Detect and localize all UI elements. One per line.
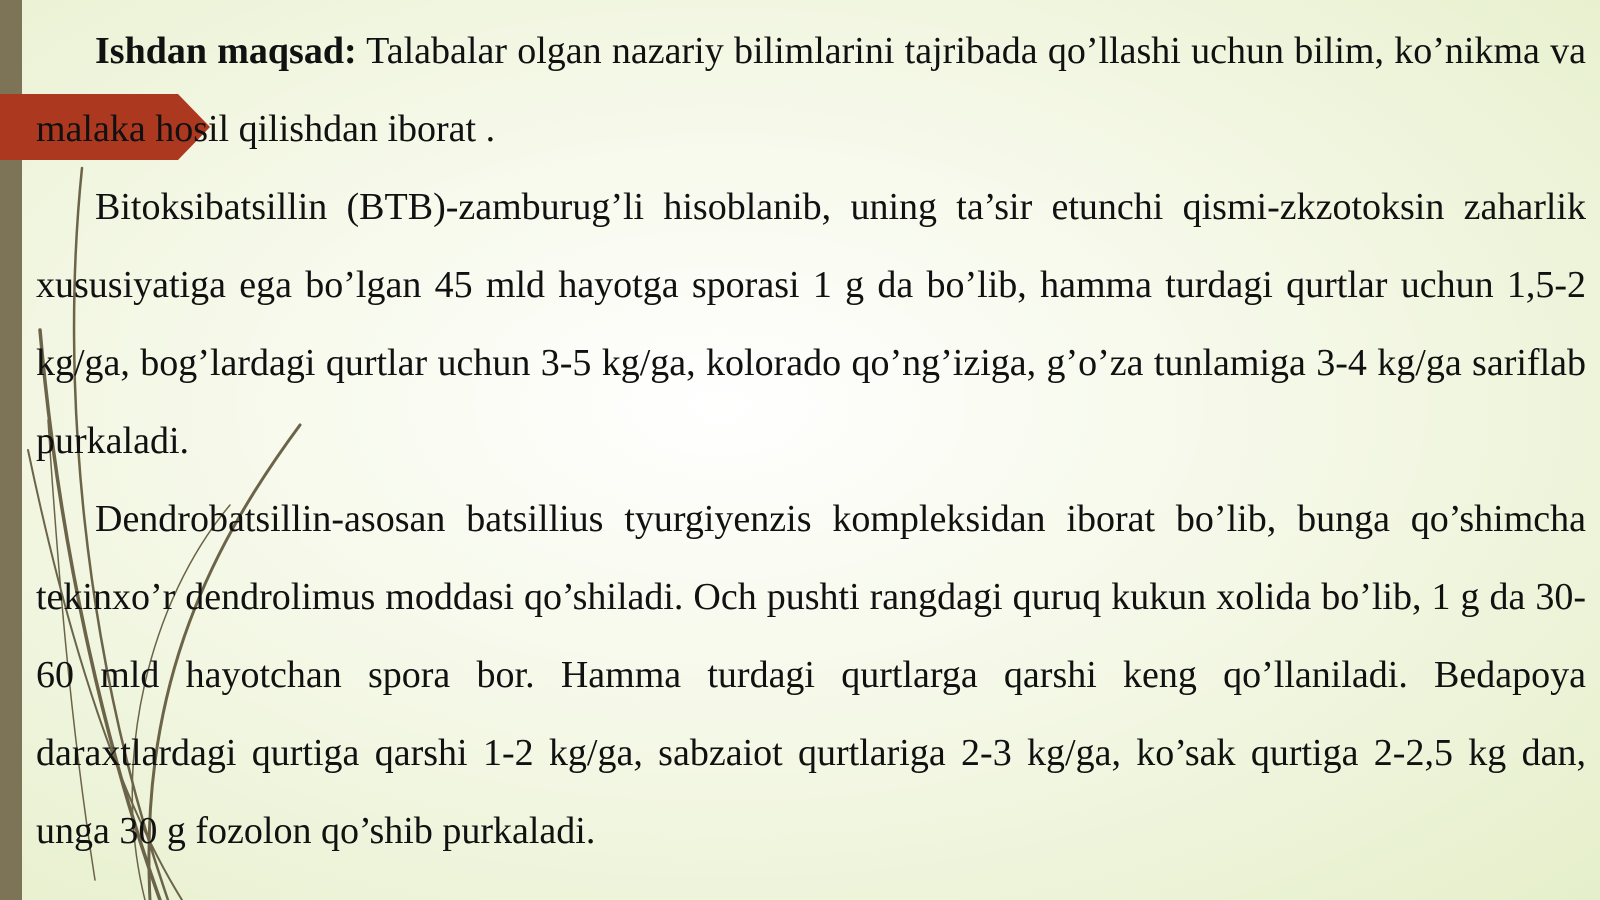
dendrobatsillin-paragraph: Dendrobatsillin-asosan batsillius tyurgiyenzis kompleksidan iborat bo’lib, bunga qo’shimcha tekinxo’r dendrolimus moddasi qo’shiladi. Och pushti rangdagi quruq kukun xolida bo’lib, 1 g da 30-60 mld hayotchan spora bor. Hamma turdagi qurtlarga qarshi keng qo’llaniladi. Bedapoya daraxtlardagi qurtiga qarshi 1-2 kg/ga, sabzaiot qurtlariga 2-3 kg/ga, ko’sak qurtiga 2-2,5 kg dan, unga 30 g fozolon qo’shib purkaladi. <box>36 498 1586 852</box>
bitoksibatsillin-paragraph: Bitoksibatsillin (BTB)-zamburug’li hisoblanib, uning ta’sir etunchi qismi-zkzotoksin zaharlik xususiyatiga ega bo’lgan 45 mld hayotga sporasi 1 g da bo’lib, hamma turdagi qurtlar uchun 1,5-2 kg/ga, bog’lardagi qurtlar uchun 3-5 kg/ga, kolorado qo’ng’iziga, g’o’za tunlamiga 3-4 kg/ga sariflab purkaladi. <box>36 186 1586 462</box>
objective-text: Talabalar olgan nazariy bilimlarini tajribada qo’llashi uchun bilim, ko’nikma va malaka hosil qilishdan iborat . <box>36 30 1586 150</box>
objective-paragraph <box>36 12 1586 168</box>
objective-label: Ishdan maqsad: <box>95 30 357 72</box>
slide-body <box>36 12 1586 870</box>
